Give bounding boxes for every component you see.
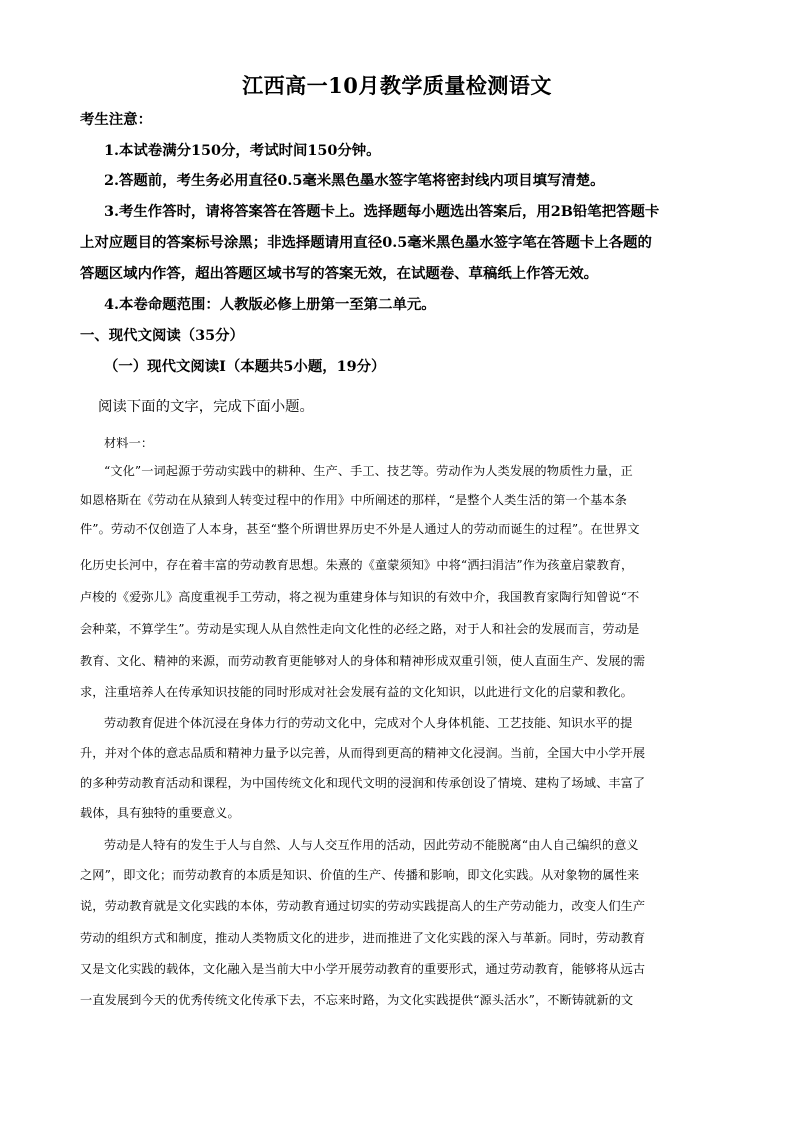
passage-line: 件”。劳动不仅创造了人本身，甚至“整个所谓世界历史不外是人通过人的劳动而诞生的过程”。在世界文 xyxy=(80,522,640,536)
notice-item-3: 3.考生作答时，请将答案答在答题卡上。选择题每小题选出答案后，用2B铅笔把答题卡 xyxy=(104,203,660,220)
passage-line: 劳动是人特有的发生于人与自然、人与人交互作用的活动，因此劳动不能脱离“由人自己编织的意义 xyxy=(104,838,639,852)
passage-line: 之网”，即文化；而劳动教育的本质是知识、价值的生产、传播和影响，即文化实践。从对象物的属性来 xyxy=(80,868,640,882)
section-heading: 一、现代文阅读（35分） xyxy=(80,327,244,344)
passage-line: 劳动的组织方式和制度，推动人类物质文化的进步，进而推进了文化实践的深入与革新。同时，劳动教育 xyxy=(80,931,646,945)
notice-item-1: 1.本试卷满分150分，考试时间150分钟。 xyxy=(104,142,381,159)
passage-line: 载体，具有独特的重要意义。 xyxy=(80,806,240,820)
reading-instruction: 阅读下面的文字，完成下面小题。 xyxy=(98,399,314,415)
material-label: 材料一： xyxy=(104,436,154,450)
notice-item-2: 2.答题前，考生务必用直径0.5毫米黑色墨水签字笔将密封线内项目填写清楚。 xyxy=(104,172,605,189)
passage-line: 卢梭的《爱弥儿》高度重视手工劳动，将之视为重建身体与知识的有效中介，我国教育家陶行知曾说“不 xyxy=(80,590,640,604)
document-title: 江西高一10月教学质量检测语文 xyxy=(242,73,552,98)
notice-item-4: 4.本卷命题范围：人教版必修上册第一至第二单元。 xyxy=(104,296,436,313)
passage-line: 的多种劳动教育活动和课程，为中国传统文化和现代文明的浸润和传承创设了情境、建构了场域、丰富了 xyxy=(80,776,646,790)
passage-line: 会种菜，不算学生”。劳动是实现人从自然性走向文化性的必经之路，对于人和社会的发展而言，劳动是 xyxy=(80,622,640,636)
passage-line: “文化”一词起源于劳动实践中的耕种、生产、手工、技艺等。劳动作为人类发展的物质性力量，正 xyxy=(104,464,633,478)
notice-item-3-cont-2: 答题区域内作答，超出答题区域书写的答案无效，在试题卷、草稿纸上作答无效。 xyxy=(80,265,599,282)
notice-heading: 考生注意： xyxy=(80,111,152,128)
passage-line: 化历史长河中，存在着丰富的劳动教育思想。朱熹的《童蒙须知》中将“洒扫涓洁”作为孩童启蒙教育， xyxy=(80,558,634,572)
passage-line: 劳动教育促进个体沉浸在身体力行的劳动文化中，完成对个人身体机能、工艺技能、知识水平的提 xyxy=(104,716,633,730)
notice-item-3-cont-1: 上对应题目的答案标号涂黑；非选择题请用直径0.5毫米黑色墨水签字笔在答题卡上各题的 xyxy=(80,234,652,251)
passage-line: 如恩格斯在《劳动在从猿到人转变过程中的作用》中所阐述的那样，“是整个人类生活的第一个基本条 xyxy=(80,493,627,507)
passage-line: 升，并对个体的意志品质和精神力量予以完善，从而得到更高的精神文化浸润。当前，全国大中小学开展 xyxy=(80,746,646,760)
passage-line: 教育、文化、精神的来源，而劳动教育更能够对人的身体和精神形成双重引领，使人直面生产、发展的需 xyxy=(80,654,646,668)
passage-line: 又是文化实践的载体，文化融入是当前大中小学开展劳动教育的重要形式，通过劳动教育，能够将从远古 xyxy=(80,962,646,976)
section-subheading: （一）现代文阅读Ⅰ（本题共5小题，19分） xyxy=(104,358,386,375)
passage-line: 一直发展到今天的优秀传统文化传承下去，不忘来时路，为文化实践提供“源头活水”，不断铸就新的文 xyxy=(80,993,634,1007)
passage-line: 求，注重培养人在传承知识技能的同时形成对社会发展有益的文化知识，以此进行文化的启蒙和教化。 xyxy=(80,685,633,699)
passage-line: 说，劳动教育就是文化实践的本体，劳动教育通过切实的劳动实践提高人的生产劳动能力，改变人们生产 xyxy=(80,899,646,913)
